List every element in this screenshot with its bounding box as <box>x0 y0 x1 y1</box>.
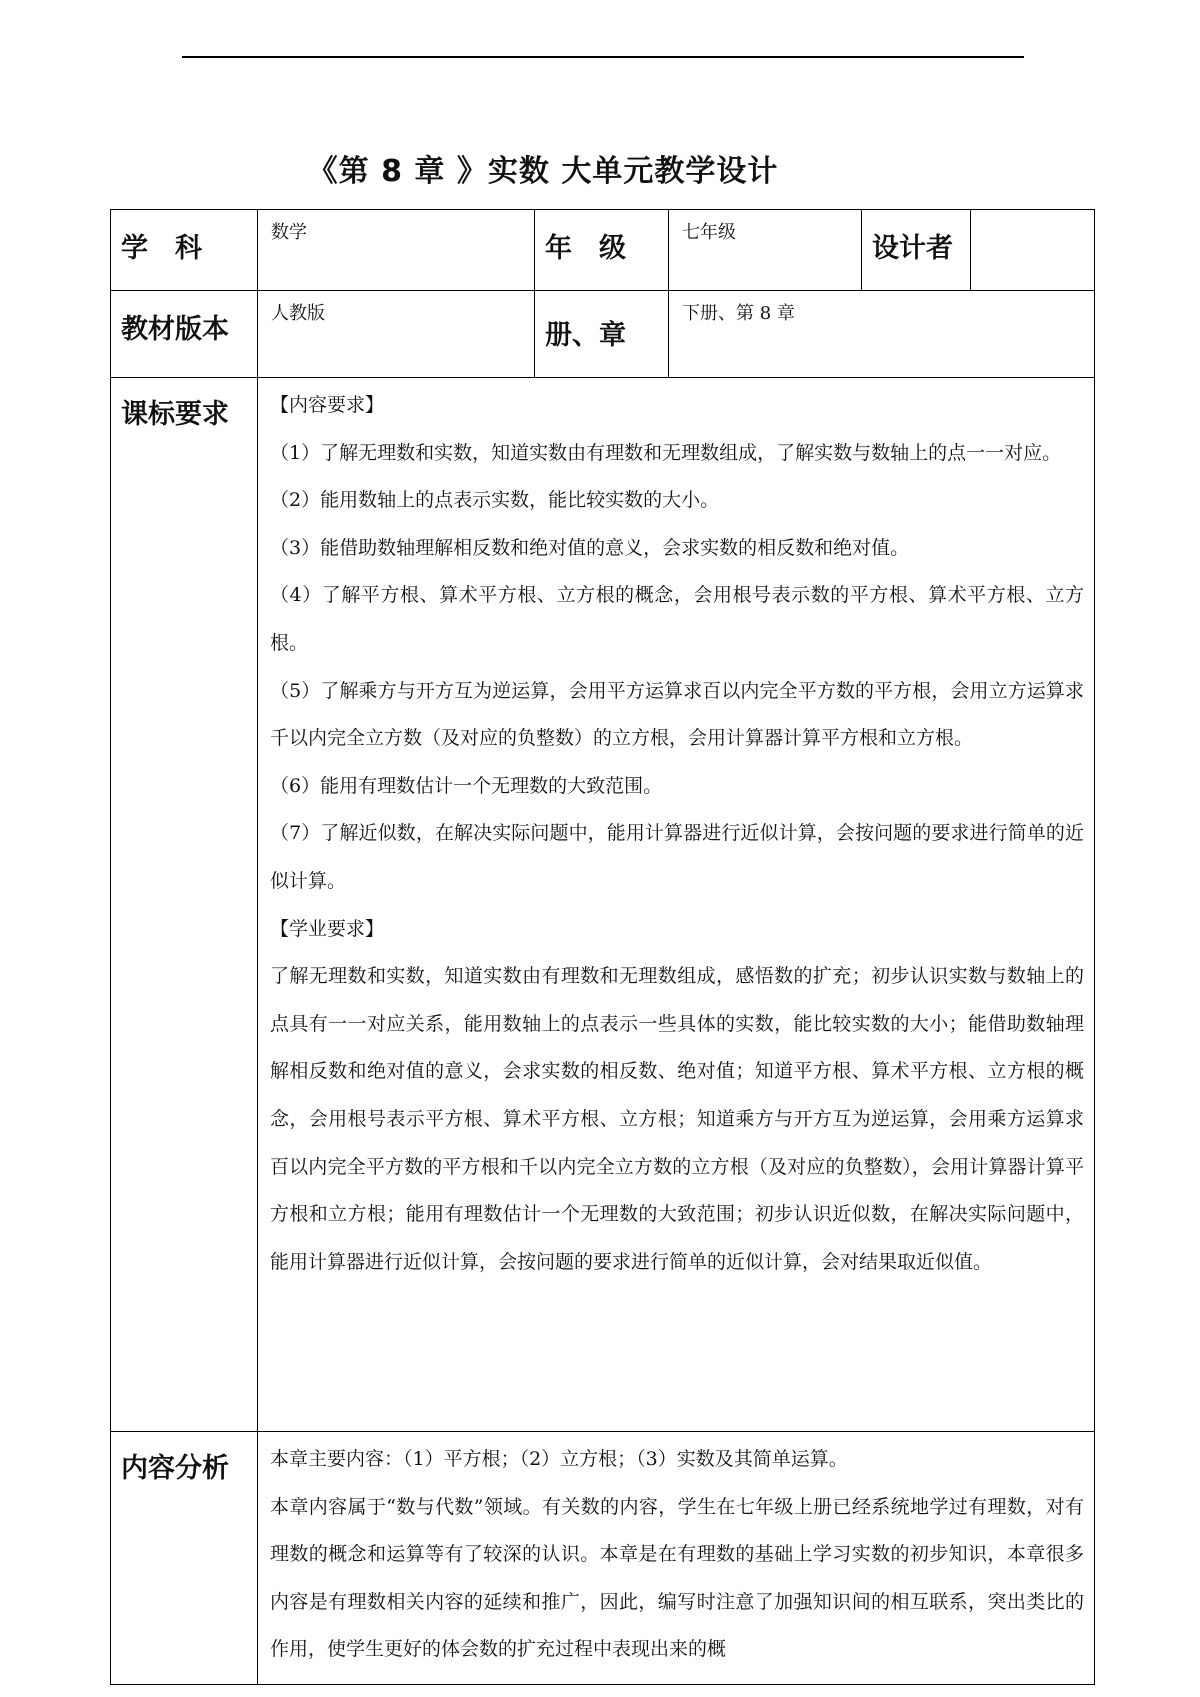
designer-label-cell <box>862 210 971 291</box>
lesson-design-table <box>110 209 1095 1685</box>
subject-label-cell <box>111 210 258 291</box>
analysis-label-cell <box>111 1432 258 1685</box>
standards-item-6: （6）能用有理数估计一个无理数的大致范围。 <box>270 774 663 797</box>
standards-heading-content: 【内容要求】 <box>270 394 385 416</box>
subject-value-cell <box>258 210 535 291</box>
analysis-content-cell <box>258 1432 1095 1685</box>
table-row-standards <box>111 378 1095 1432</box>
edition-label-cell <box>111 291 258 378</box>
edition-value-cell <box>258 291 535 378</box>
standards-label-cell <box>111 378 258 1432</box>
volume-value: 下册、第 8 章 <box>682 303 795 324</box>
standards-academic-paragraph: 了解无理数和实数，知道实数由有理数和无理数组成，感悟数的扩充；初步认识实数与数轴上的点具有一一对应关系，能用数轴上的点表示一些具体的实数，能比较实数的大小；能借助数轴理解相反数和绝对值的意义，会求实数的相反数、绝对值；知道平方根、算术平方根、立方根的概念，会用根号表示平方根、算术平方根、立方根；知道乘方与开方互为逆运算，会用乘方运算求百以内完全平方数的平方根和千以内完全立方数的立方根（及对应的负整数），会用计算器计算平方根和立方根；能用有理数估计一个无理数的大致范围；初步认识近似数，在解决实际问题中，能用计算器进行近似计算，会按问题的要求进行简单的近似计算，会对结果取近似值。 <box>270 965 1084 1273</box>
standards-label: 课标要求 <box>121 399 229 430</box>
table-row-analysis <box>111 1432 1095 1685</box>
analysis-summary: 本章主要内容：（1）平方根；（2）立方根；（3）实数及其简单运算。 <box>270 1448 848 1470</box>
analysis-label: 内容分析 <box>121 1453 229 1484</box>
edition-label: 教材版本 <box>121 314 229 345</box>
document-title <box>0 146 1200 190</box>
standards-heading-academic: 【学业要求】 <box>270 917 385 940</box>
subject-label: 学 科 <box>121 233 202 264</box>
grade-label-cell <box>535 210 669 291</box>
standards-item-1: （1）了解无理数和实数，知道实数由有理数和无理数组成，了解实数与数轴上的点一一对应。 <box>270 441 1062 464</box>
standards-item-3: （3）能借助数轴理解相反数和绝对值的意义，会求实数的相反数和绝对值。 <box>270 536 910 559</box>
designer-value-cell <box>971 210 1095 291</box>
edition-value: 人教版 <box>271 303 325 324</box>
volume-label: 册、章 <box>545 320 626 351</box>
volume-label-cell <box>535 291 669 378</box>
header-rule <box>182 56 1024 58</box>
standards-item-4: （4）了解平方根、算术平方根、立方根的概念，会用根号表示数的平方根、算术平方根、立方根。 <box>270 584 1084 654</box>
subject-value: 数学 <box>271 222 307 243</box>
grade-value: 七年级 <box>682 222 736 243</box>
grade-label: 年 级 <box>545 233 626 264</box>
analysis-paragraph: 本章内容属于“数与代数”领域。有关数的内容，学生在七年级上册已经系统地学过有理数，对有理数的概念和运算等有了较深的认识。本章是在有理数的基础上学习实数的初步知识，本章很多内容是有理数相关内容的延续和推广，因此，编写时注意了加强知识间的相互联系，突出类比的作用，使学生更好的体会数的扩充过程中表现出来的概 <box>270 1495 1084 1661</box>
table-row-edition <box>111 291 1095 378</box>
document-title-text: 《第 8 章 》实数 大单元教学设计 <box>307 154 779 189</box>
standards-item-5: （5）了解乘方与开方互为逆运算，会用平方运算求百以内完全平方数的平方根，会用立方运算求千以内完全立方数（及对应的负整数）的立方根，会用计算器计算平方根和立方根。 <box>270 679 1084 750</box>
standards-item-7: （7）了解近似数，在解决实际问题中，能用计算器进行近似计算，会按问题的要求进行简单的近似计算。 <box>270 822 1084 892</box>
grade-value-cell <box>669 210 862 291</box>
volume-value-cell <box>669 291 1095 378</box>
standards-item-2: （2）能用数轴上的点表示实数，能比较实数的大小。 <box>270 489 720 512</box>
designer-label: 设计者 <box>872 233 953 264</box>
table-row-subject <box>111 210 1095 291</box>
standards-content-cell <box>258 378 1095 1432</box>
